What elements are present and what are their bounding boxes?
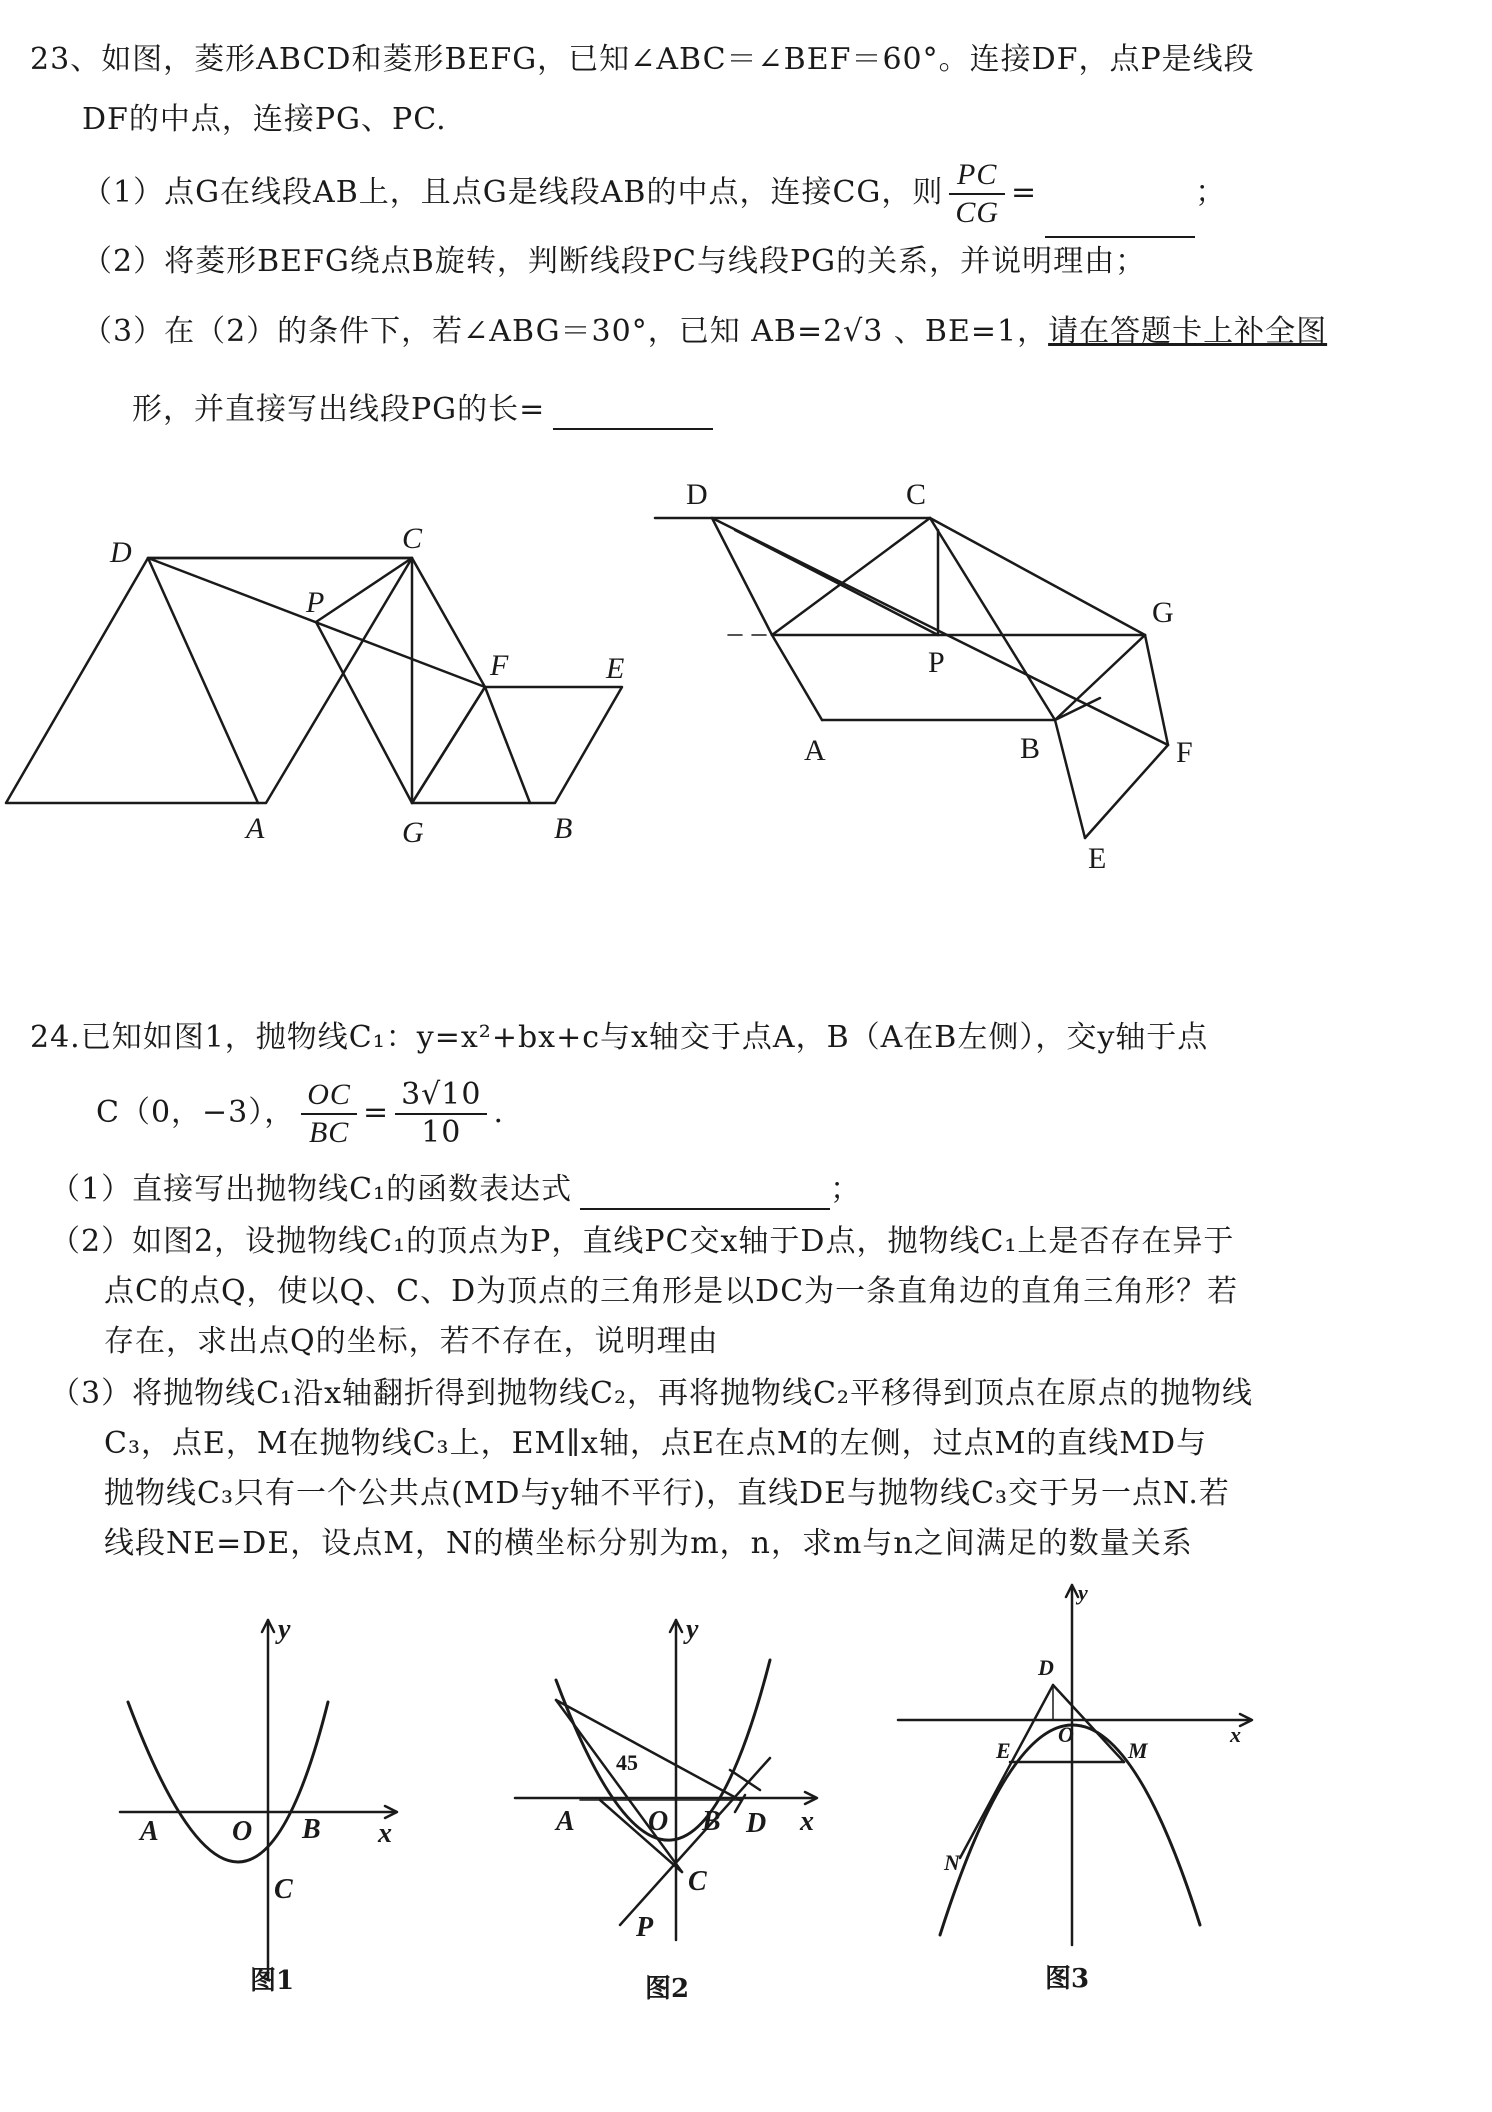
q23-left-label-a: A bbox=[246, 812, 265, 845]
q23-part1-end: ； bbox=[1195, 175, 1227, 210]
q23-part1-prefix: （1）点G在线段AB上，且点G是线段AB的中点，连接CG，则 bbox=[82, 175, 944, 210]
q24-frac1-num: OC bbox=[301, 1077, 357, 1115]
q24-fig3-label-o: O bbox=[1058, 1722, 1074, 1747]
q24-stem-line-2 bbox=[96, 1068, 504, 1158]
q24-frac2-num: 3√10 bbox=[395, 1077, 487, 1115]
q23-left-label-e: E bbox=[606, 652, 625, 685]
q24-part2-1: （2）如图2，设抛物线C₁的顶点为P，直线PC交x轴于D点，抛物线C₁上是否存在异于 bbox=[50, 1224, 1235, 1259]
q24-fig1-label-a: A bbox=[140, 1816, 159, 1847]
q24-fig1 bbox=[120, 1620, 397, 1980]
q24-fig2-label-d: D bbox=[746, 1808, 767, 1839]
q24-fig3 bbox=[898, 1585, 1252, 1945]
q23-part3-2: 形，并直接写出线段PG的长= bbox=[132, 392, 546, 427]
q23-part1-frac-num: PC bbox=[949, 157, 1005, 195]
q24-stem-2-pre: C（0，−3）， bbox=[96, 1095, 296, 1130]
q23-left-label-p: P bbox=[306, 586, 325, 619]
q24-fig3-label-e: E bbox=[996, 1738, 1011, 1763]
q23-right-figure bbox=[655, 518, 1168, 838]
q23-left-label-b: B bbox=[554, 812, 573, 845]
q24-part3-3: 抛物线C₃只有一个公共点(MD与y轴不平行)，直线DE与抛物线C₃交于另一点N.若 bbox=[104, 1476, 1230, 1511]
q24-fig3-caption: 图3 bbox=[1045, 1964, 1090, 1994]
q24-part-3-line-1 bbox=[50, 1374, 1253, 1414]
q23-right-label-e: E bbox=[1088, 842, 1107, 875]
q24-part1-end: ； bbox=[830, 1172, 862, 1207]
q24-frac2-den: 10 bbox=[421, 1115, 462, 1150]
q24-stem-line-1 bbox=[30, 1018, 1208, 1058]
q24-stem-2-end: . bbox=[493, 1095, 505, 1130]
q23-left-label-f: F bbox=[490, 649, 509, 682]
q23-part1-frac-den: CG bbox=[955, 196, 1000, 229]
q24-fig2-caption: 图2 bbox=[645, 1974, 690, 2004]
q23-left-label-g: G bbox=[402, 816, 424, 849]
q24-fig2-label-a: A bbox=[556, 1806, 575, 1837]
q23-left-label-c: C bbox=[402, 522, 423, 555]
q24-fig1-caption: 图1 bbox=[250, 1966, 295, 1996]
q23-right-label-c: C bbox=[906, 478, 927, 511]
q24-part-2-line-1 bbox=[50, 1222, 1234, 1262]
q24-part-3-line-2 bbox=[104, 1424, 1207, 1464]
q24-fig2-label-x: x bbox=[800, 1806, 814, 1837]
q24-part2-2: 点C的点Q，使以Q、C、D为顶点的三角形是以DC为一条直角边的直角三角形？若 bbox=[104, 1274, 1239, 1309]
q24-fig3-label-n: N bbox=[944, 1850, 960, 1875]
q23-part1-eq: = bbox=[1011, 175, 1038, 210]
q23-left-label-d: D bbox=[110, 536, 132, 569]
q24-fraction-oc-bc bbox=[301, 1077, 357, 1151]
q23-part3-1b: 请在答题卡上补全图 bbox=[1048, 314, 1328, 349]
q24-part1-answer-blank[interactable] bbox=[580, 1176, 830, 1210]
q24-part2-3: 存在，求出点Q的坐标，若不存在，说明理由 bbox=[104, 1324, 719, 1359]
q23-right-label-g: G bbox=[1152, 596, 1174, 629]
q24-fig1-label-b: B bbox=[302, 1814, 321, 1845]
q24-fig2-label-y: y bbox=[686, 1614, 699, 1645]
q24-fig2-label-o: O bbox=[648, 1806, 669, 1837]
q24-fig1-label-x: x bbox=[378, 1818, 392, 1849]
q23-right-label-f: F bbox=[1176, 736, 1193, 769]
q24-part-2-line-2 bbox=[104, 1272, 1238, 1312]
q23-stem-2: DF的中点，连接PG、PC. bbox=[82, 102, 447, 137]
q23-left-rhombus-befg bbox=[412, 687, 622, 803]
q24-number: 24. bbox=[30, 1020, 81, 1055]
q24-fig2-label-p: P bbox=[636, 1912, 654, 1943]
q24-part3-4: 线段NE=DE，设点M，N的横坐标分别为m，n，求m与n之间满足的数量关系 bbox=[104, 1526, 1193, 1561]
q24-fig2-label-c: C bbox=[688, 1866, 707, 1897]
q24-fig1-label-y: y bbox=[278, 1614, 291, 1645]
q23-part2: （2）将菱形BEFG绕点B旋转，判断线段PC与线段PG的关系，并说明理由； bbox=[82, 244, 1147, 279]
q24-part3-2: C₃，点E，M在抛物线C₃上，EM∥x轴，点E在点M的左侧，过点M的直线MD与 bbox=[104, 1426, 1208, 1461]
q23-part3-1a: （3）在（2）的条件下，若∠ABG＝30°，已知 AB=2√3 、BE=1， bbox=[82, 314, 1049, 349]
q24-part-1 bbox=[50, 1170, 861, 1210]
q23-right-label-b: B bbox=[1020, 732, 1041, 765]
q24-part-3-line-4 bbox=[104, 1524, 1193, 1564]
q24-fig3-label-d: D bbox=[1038, 1655, 1054, 1680]
q24-fig2-label-b: B bbox=[702, 1806, 721, 1837]
q24-stem-1: 已知如图1，抛物线C₁：y=x²+bx+c与x轴交于点A，B（A在B左侧），交y轴于点 bbox=[80, 1020, 1209, 1055]
q23-right-label-a: A bbox=[804, 734, 826, 767]
q24-fig2-mark-45: 45 bbox=[616, 1750, 638, 1775]
q23-left-rhombus-abcd bbox=[6, 558, 412, 803]
q24-fraction-value bbox=[395, 1077, 487, 1151]
q24-part3-1: （3）将抛物线C₁沿x轴翻折得到抛物线C₂，再将抛物线C₂平移得到顶点在原点的抛物线 bbox=[50, 1376, 1253, 1411]
q24-fig3-label-x: x bbox=[1230, 1722, 1241, 1747]
q24-fig3-label-y: y bbox=[1078, 1580, 1088, 1605]
q23-number: 23、 bbox=[30, 42, 102, 77]
q24-fig3-label-m: M bbox=[1128, 1738, 1148, 1763]
q23-stem-1: 如图，菱形ABCD和菱形BEFG，已知∠ABC＝∠BEF＝60°。连接DF，点P是线段 bbox=[101, 42, 1255, 77]
q24-part-3-line-3 bbox=[104, 1474, 1230, 1514]
q24-fig1-label-o: O bbox=[232, 1816, 253, 1847]
q24-frac1-den: BC bbox=[308, 1116, 350, 1149]
q24-fig1-label-c: C bbox=[274, 1874, 293, 1905]
q24-part-2-line-3 bbox=[104, 1322, 719, 1362]
q24-fig2 bbox=[515, 1620, 817, 1940]
q23-right-label-d: D bbox=[686, 478, 708, 511]
q24-part1: （1）直接写出抛物线C₁的函数表达式 bbox=[50, 1172, 573, 1207]
q23-right-label-p: P bbox=[928, 646, 945, 679]
q24-frac-eq: = bbox=[362, 1095, 390, 1130]
